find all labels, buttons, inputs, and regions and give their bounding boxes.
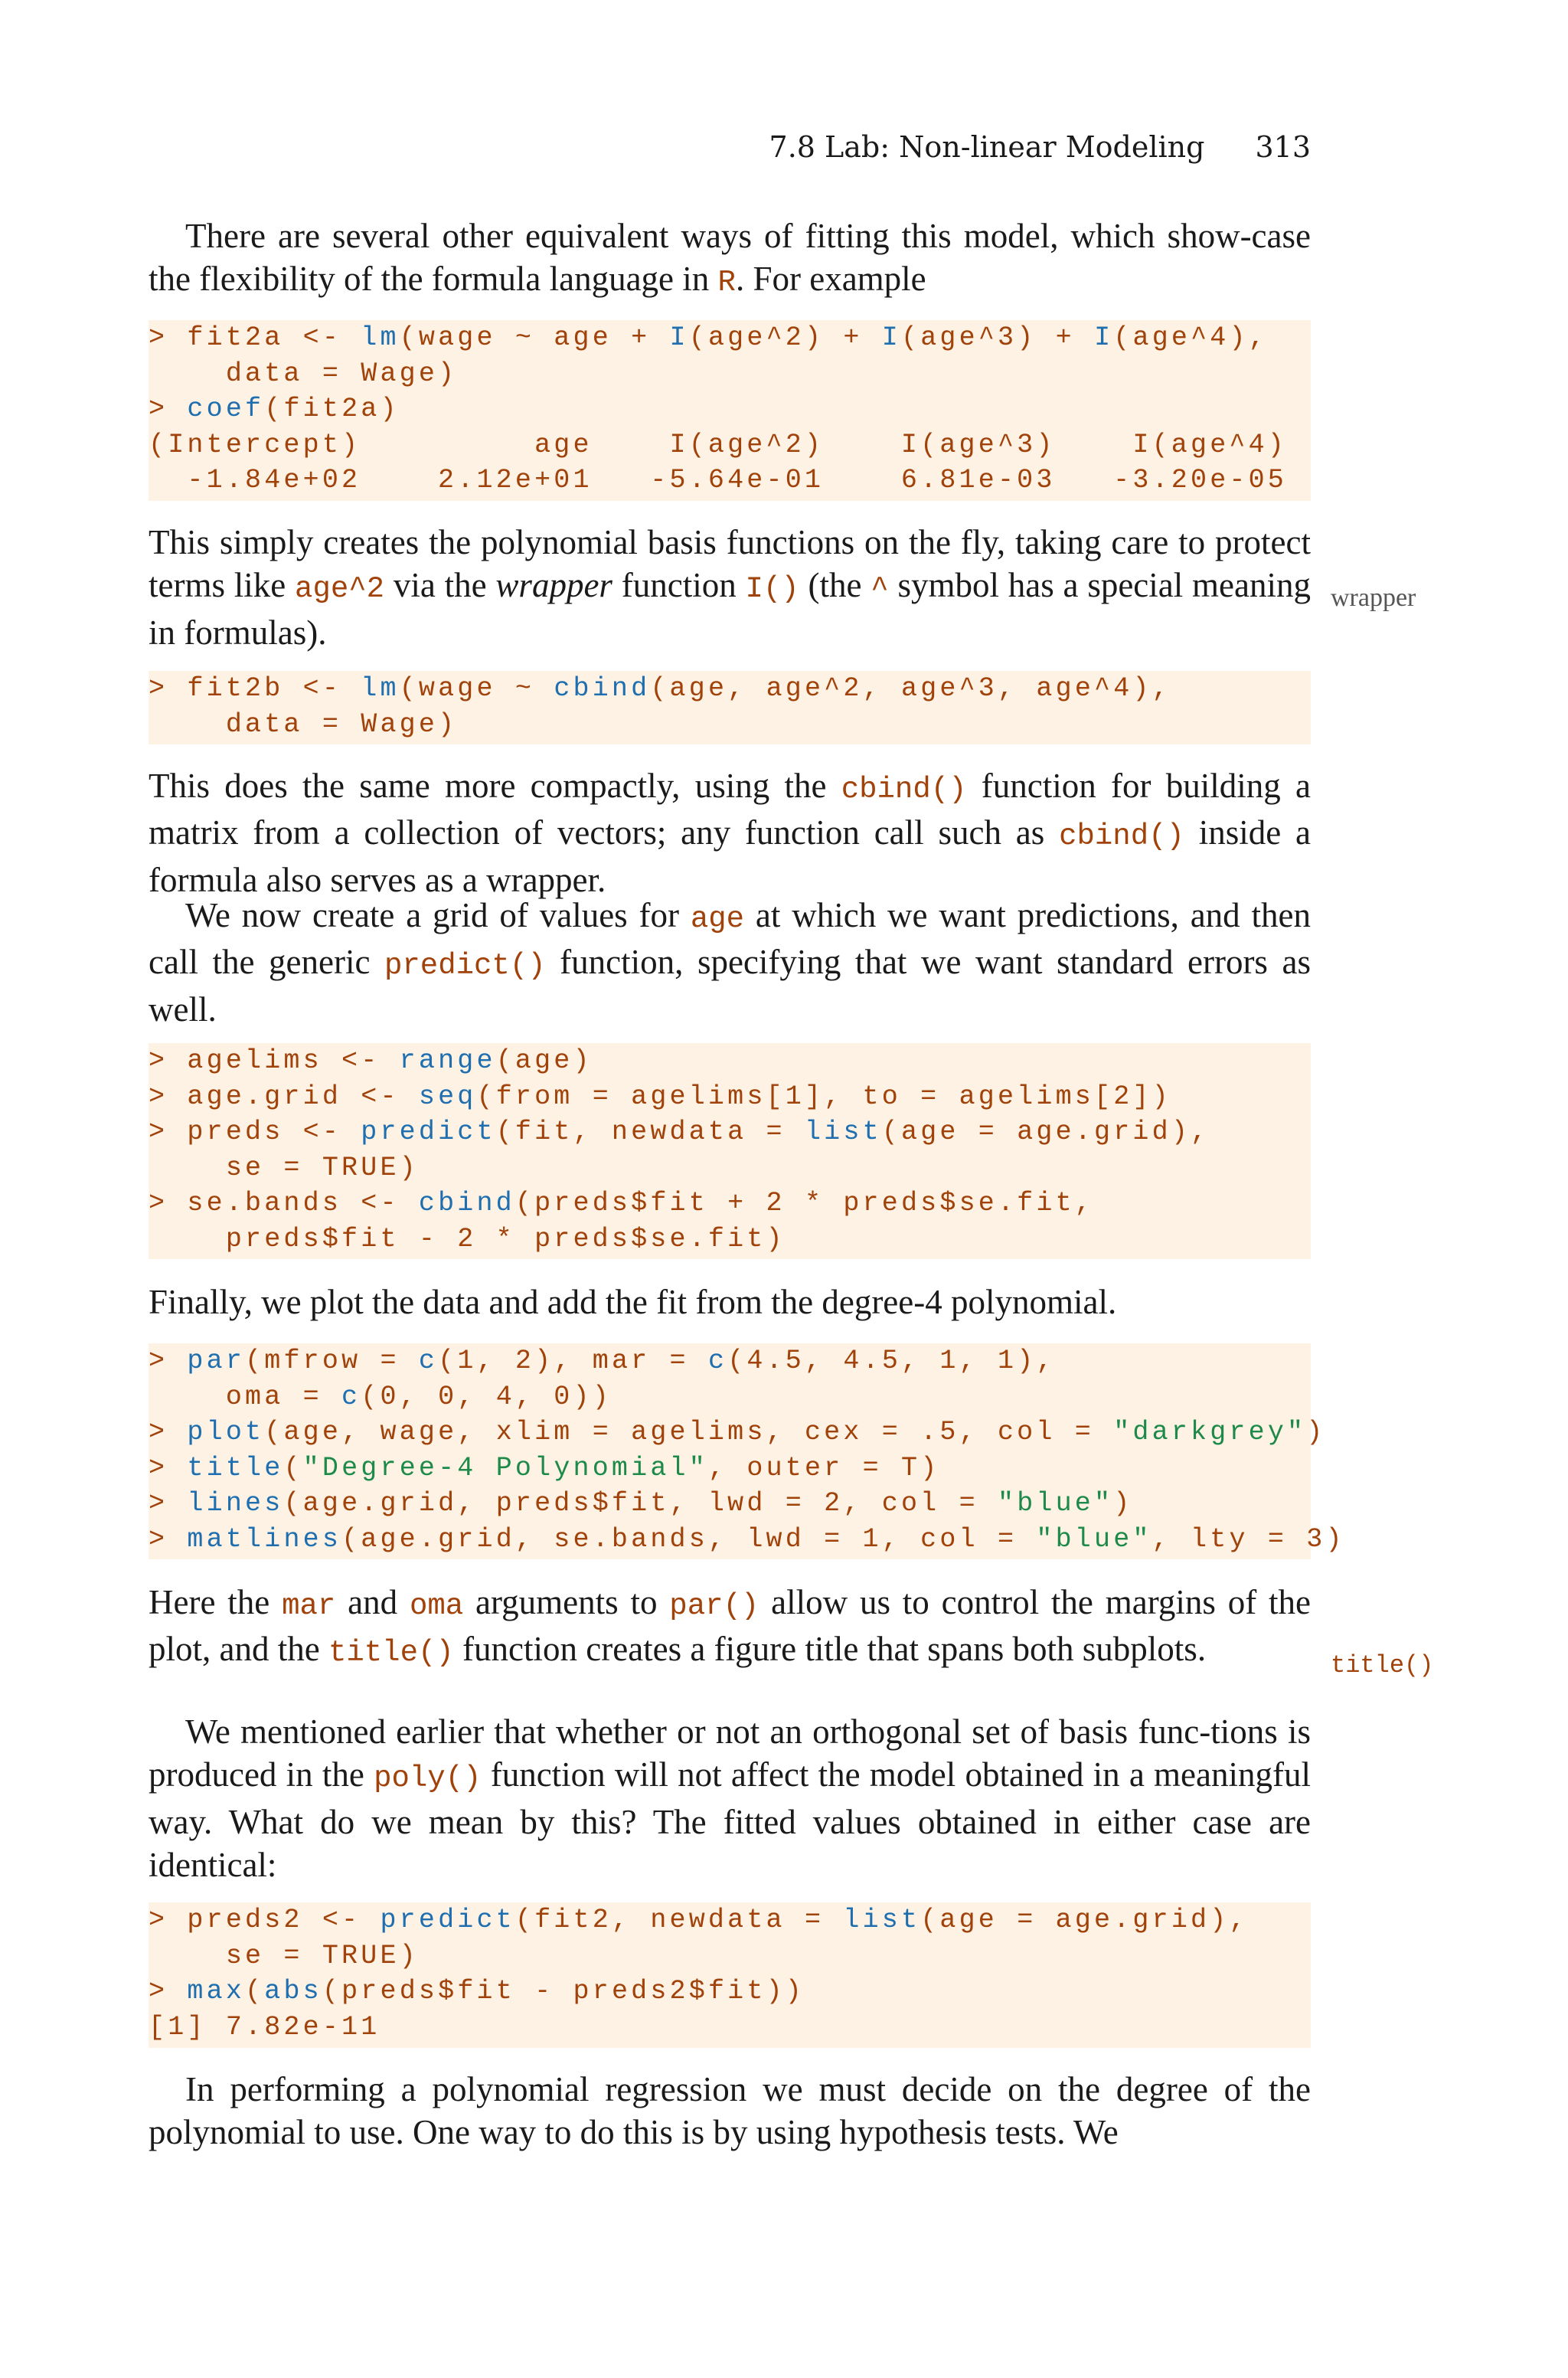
code-line: > title("Degree-4 Polynomial", outer = T)	[149, 1452, 940, 1483]
paragraph-2: This simply creates the polynomial basis functions on the fly, taking care to protect terms like age^2 via the wrapper function I() (the ^ symbol has a special meaning in formulas).	[149, 523, 1311, 652]
code-line: > matlines(age.grid, se.bands, lwd = 1, col = "blue", lty = 3)	[149, 1523, 1345, 1555]
code-line: > coef(fit2a)	[149, 394, 400, 425]
code-line: > fit2b <- lm(wage ~ cbind(age, age^2, age^3, age^4),	[149, 673, 1171, 704]
code-line: > se.bands <- cbind(preds$fit + 2 * preds$se.fit,	[149, 1188, 1094, 1219]
code-line: data = Wage)	[149, 708, 458, 740]
paragraph-4: We now create a grid of values for age at which we want predictions, and then call the generic predict() function, specifying that we want standard errors as well.	[149, 896, 1311, 1029]
code-line: > agelims <- range(age)	[149, 1045, 593, 1076]
code-line: > plot(age, wage, xlim = agelims, cex = .5, col = "darkgrey")	[149, 1417, 1326, 1448]
code-line: > fit2a <- lm(wage ~ age + I(age^2) + I(age^3) + I(age^4),	[149, 322, 1268, 353]
code-output-line: [1] 7.82e-11	[149, 2011, 381, 2043]
code-line: > par(mfrow = c(1, 2), mar = c(4.5, 4.5, 1, 1),	[149, 1346, 1056, 1376]
code-line: se = TRUE)	[149, 1940, 419, 1971]
code-line: se = TRUE)	[149, 1152, 419, 1183]
page-number: 313	[1255, 130, 1311, 164]
code-block-5	[149, 1902, 1311, 2048]
code-line: > max(abs(preds$fit - preds2$fit))	[149, 1976, 805, 2007]
code-output-line: (Intercept) age I(age^2) I(age^3) I(age^4)	[149, 429, 1288, 460]
paragraph-3: This does the same more compactly, using the cbind() function for building a matrix from a collection of vectors; any function call such as cbind() inside a formula also serves as a wrapper.	[149, 767, 1311, 899]
running-header	[149, 129, 1311, 165]
code-block-4	[149, 1343, 1345, 1559]
code-block-3	[149, 1043, 1311, 1259]
paragraph-8: In performing a polynomial regression we must decide on the degree of the polynomial to use. One way to do this is by using hypothesis tests. We	[149, 2070, 1311, 2152]
code-line: data = Wage)	[149, 358, 458, 389]
code-line: preds$fit - 2 * preds$se.fit)	[149, 1223, 786, 1254]
section-title: 7.8 Lab: Non-linear Modeling	[769, 130, 1205, 164]
code-line: > preds2 <- predict(fit2, newdata = list(age = age.grid),	[149, 1905, 1249, 1935]
paragraph-6: Here the mar and oma arguments to par() allow us to control the margins of the plot, and the title() function creates a figure title that spans both subplots.	[149, 1583, 1312, 1670]
paragraph-1: There are several other equivalent ways of fitting this model, which show-case the flexibility of the formula language in R. For example	[149, 217, 1311, 300]
margin-note-wrapper: wrapper	[1331, 584, 1416, 612]
margin-note-title: title()	[1331, 1651, 1434, 1680]
code-line: oma = c(0, 0, 4, 0))	[149, 1381, 612, 1412]
inline-code: R	[717, 266, 736, 300]
code-block-1	[149, 320, 1311, 501]
code-output-line: -1.84e+02 2.12e+01 -5.64e-01 6.81e-03 -3.20e-05	[149, 465, 1288, 496]
code-line: > preds <- predict(fit, newdata = list(age = age.grid),	[149, 1117, 1210, 1148]
paragraph-7: We mentioned earlier that whether or not an orthogonal set of basis func-tions is produced in the poly() function will not affect the model obtained in a meaningful way. What do we mean by this? The fitted values obtained in either case are identical:	[149, 1712, 1311, 1885]
code-line: > lines(age.grid, preds$fit, lwd = 2, col = "blue")	[149, 1488, 1133, 1519]
code-block-2	[149, 671, 1311, 744]
paragraph-5: Finally, we plot the data and add the fit from the degree-4 polynomial.	[149, 1283, 1117, 1321]
code-line: > age.grid <- seq(from = agelims[1], to = agelims[2])	[149, 1081, 1171, 1112]
